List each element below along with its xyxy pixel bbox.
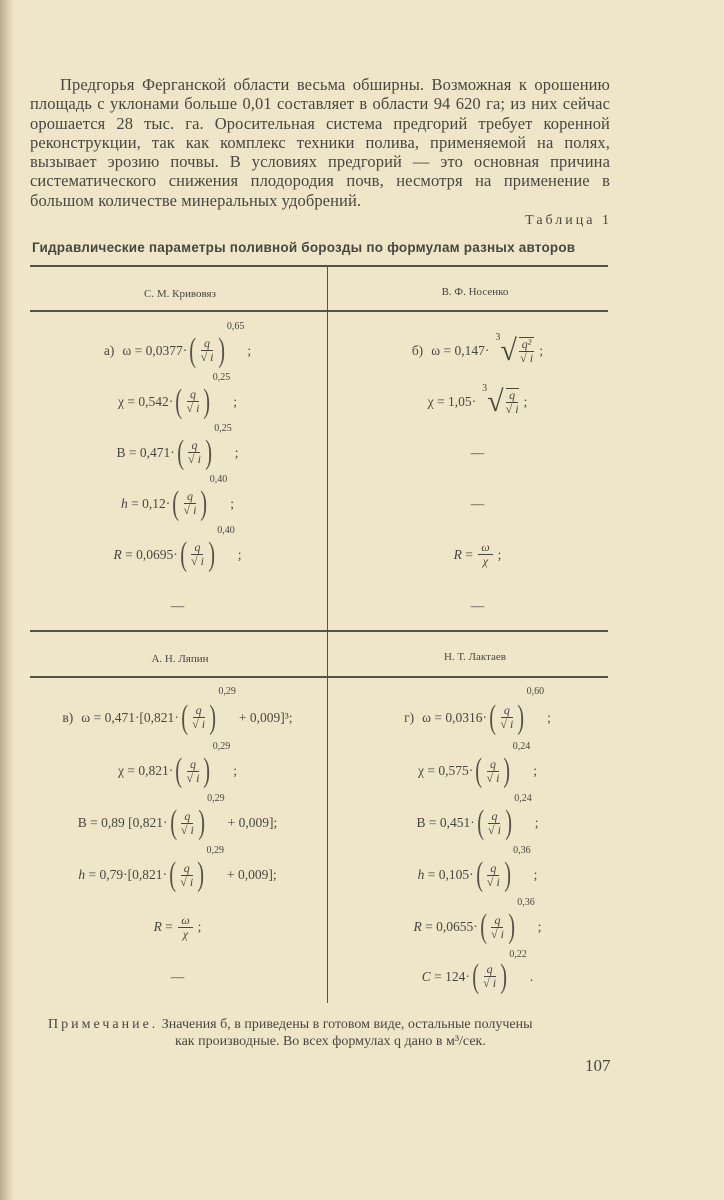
multiply-dot: · — [471, 393, 477, 409]
formula — [117, 372, 238, 427]
table-divider — [327, 312, 328, 630]
radical-sign: √ — [487, 384, 504, 418]
formula-lhs: h — [120, 495, 128, 511]
formula — [154, 901, 202, 953]
multiply-dot: · — [482, 709, 488, 725]
left-paren: ( — [179, 535, 187, 573]
formula-lhs: B — [116, 444, 126, 460]
formula-tail: + 0,009]; — [227, 867, 277, 882]
coefficient: 0,471·[0,821 — [104, 709, 175, 725]
denominator: √ i — [488, 822, 501, 837]
numerator: q — [484, 963, 496, 977]
multiply-dot: · — [168, 393, 174, 409]
exponent: 0,29 — [218, 686, 236, 697]
table-rule — [30, 265, 608, 267]
coefficient: 1,05 — [448, 393, 472, 409]
formula-tail: ; — [537, 919, 542, 934]
fraction — [487, 862, 500, 889]
denominator: √ i — [188, 452, 201, 466]
exponent: 0,24 — [514, 793, 532, 804]
left-paren: ( — [176, 433, 184, 471]
denominator: √ i — [186, 770, 200, 785]
left-paren: ( — [172, 484, 180, 522]
numerator: q² — [519, 338, 535, 352]
exponent: 0,29 — [212, 741, 231, 752]
formula — [116, 423, 239, 478]
formula-tail: ; — [230, 495, 235, 511]
formula-lhs: R — [413, 919, 422, 934]
fraction — [491, 914, 504, 941]
table-rule — [30, 630, 608, 632]
denominator: √ i — [200, 350, 214, 364]
coefficient: 0,147 — [454, 342, 485, 358]
denominator: √ i — [186, 401, 200, 415]
formula — [412, 325, 543, 376]
denominator: √ i — [191, 554, 204, 568]
equals-sign: = — [161, 919, 177, 934]
multiply-dot: · — [465, 968, 470, 984]
formula-label: г) — [404, 709, 415, 725]
right-paren: ) — [197, 856, 205, 893]
formula-tail: ; — [523, 393, 528, 409]
exponent: 0,65 — [226, 321, 245, 332]
numerator: q — [187, 758, 199, 772]
formula-tail: . — [529, 968, 534, 984]
numerator: q — [181, 810, 193, 824]
multiply-dot: · — [174, 709, 179, 725]
equals-sign: = — [86, 815, 102, 830]
table-title: Гидравлические параметры поливной борозды по формулам разных авторов — [32, 240, 576, 255]
multiply-dot: · — [468, 763, 474, 778]
right-paren: ) — [508, 908, 516, 945]
left-paren: ( — [175, 752, 183, 789]
formula-lhs: h — [78, 867, 86, 882]
coefficient: 0,79·[0,821 — [99, 867, 163, 882]
left-paren: ( — [475, 856, 483, 893]
formula-lhs: ω — [422, 709, 432, 725]
left-paren: ( — [475, 752, 483, 789]
exponent: 0,29 — [206, 845, 225, 856]
multiply-dot: · — [173, 546, 178, 562]
cube-root — [482, 382, 520, 418]
formula — [454, 529, 502, 580]
multiply-dot: · — [163, 815, 168, 830]
denominator: √ i — [180, 874, 194, 889]
empty-dash: — — [170, 968, 185, 984]
fraction — [191, 541, 204, 568]
exponent: 0,29 — [207, 793, 225, 804]
left-paren: ( — [489, 698, 497, 736]
equals-sign: = — [85, 867, 100, 882]
denominator: √ i — [486, 770, 500, 785]
table-divider — [327, 678, 328, 1003]
coefficient: 0,105 — [438, 867, 470, 882]
formula — [120, 474, 235, 529]
fraction — [187, 388, 200, 415]
table-note — [48, 1016, 618, 1050]
multiply-dot: · — [168, 763, 174, 778]
coefficient: 0,0316 — [445, 709, 483, 725]
fraction — [201, 337, 214, 364]
denominator: √ i — [180, 822, 194, 837]
numerator: q — [188, 439, 200, 453]
left-paren: ( — [472, 957, 479, 995]
left-paren: ( — [189, 331, 197, 369]
formula-lhs: χ — [117, 393, 124, 409]
right-paren: ) — [208, 535, 216, 573]
numerator: q — [501, 704, 513, 718]
fraction — [188, 439, 201, 466]
formula — [417, 741, 538, 797]
numerator: q — [193, 704, 205, 718]
exponent: 0,60 — [526, 686, 545, 697]
equals-sign: = — [123, 763, 139, 778]
table-caption: Таблица 1 — [525, 213, 612, 228]
right-paren: ) — [205, 433, 213, 471]
formula-lhs: R — [113, 546, 122, 562]
author-heading: А. Н. Ляпин — [151, 653, 209, 665]
formula — [117, 741, 238, 797]
numerator: q — [184, 490, 196, 504]
author-heading: С. М. Кривовяз — [144, 288, 216, 300]
equals-sign: = — [440, 342, 455, 358]
exponent: 0,36 — [517, 897, 535, 908]
note-line-1: Значения б, в приведены в готовом виде, остальные получены — [161, 1017, 533, 1032]
denominator: √ i — [505, 401, 519, 416]
formula-tail: ; — [547, 709, 551, 725]
formula-lhs: ω — [81, 709, 91, 725]
equals-sign: = — [123, 393, 139, 409]
fraction — [178, 914, 192, 941]
cube-root — [495, 331, 536, 367]
formula-tail: ; — [197, 919, 202, 934]
right-paren: ) — [203, 382, 211, 420]
formula — [413, 897, 542, 953]
numerator: q — [488, 810, 500, 824]
multiply-dot: · — [162, 867, 167, 882]
exponent: 0,40 — [209, 474, 228, 485]
fraction — [488, 810, 501, 837]
note-label: Примечание. — [48, 1017, 159, 1032]
formula-lhs: ω — [122, 342, 132, 358]
equals-sign: = — [424, 867, 439, 882]
radical-sign: √ — [500, 333, 517, 367]
formula-lhs: R — [153, 919, 162, 934]
denominator: χ — [482, 554, 489, 568]
coefficient: 0,0655 — [436, 919, 474, 934]
formula — [77, 793, 278, 849]
formula-tail: ; — [233, 393, 238, 409]
right-paren: ) — [517, 698, 525, 736]
multiply-dot: · — [470, 815, 475, 830]
equals-sign: = — [433, 393, 449, 409]
formula-tail: + 0,009]³; — [238, 709, 293, 725]
fraction — [519, 337, 535, 365]
fraction — [500, 704, 513, 731]
equals-sign: = — [125, 444, 140, 460]
multiply-dot: · — [484, 342, 490, 358]
empty-dash: — — [470, 597, 485, 613]
left-paren: ( — [175, 382, 183, 420]
formula-tail: ; — [233, 763, 238, 778]
formula-lhs: C — [421, 968, 431, 984]
coefficient: 0,542 — [138, 393, 169, 409]
numerator: ω — [478, 541, 492, 555]
formula-tail: ; — [533, 867, 538, 882]
denominator: √ i — [491, 926, 504, 941]
left-paren: ( — [181, 698, 188, 736]
fraction — [506, 388, 519, 416]
table-rule — [30, 676, 608, 678]
exponent: 0,36 — [513, 845, 531, 856]
fraction — [180, 862, 193, 889]
right-paren: ) — [200, 484, 208, 522]
formula — [103, 321, 252, 376]
equals-sign: = — [131, 342, 146, 358]
formula — [171, 580, 185, 631]
formula-column — [330, 686, 625, 1000]
formula-tail: ; — [234, 444, 239, 460]
formula-lhs: B — [77, 815, 87, 830]
formula — [471, 427, 485, 478]
numerator: q — [187, 388, 199, 402]
equals-sign: = — [421, 919, 437, 934]
denominator: √ i — [486, 874, 500, 889]
note-line-2: как производные. Во всех формулах q дано в м³/сек. — [175, 1034, 486, 1049]
coefficient: 0,575 — [438, 763, 469, 778]
formula-tail: ; — [539, 342, 544, 358]
formula-tail: ; — [533, 763, 538, 778]
formula-lhs: χ — [417, 763, 424, 778]
numerator: q — [491, 914, 503, 928]
formula-lhs: R — [453, 546, 462, 562]
numerator: q — [506, 389, 518, 403]
formula — [171, 953, 185, 1000]
right-paren: ) — [209, 698, 217, 736]
author-heading: В. Ф. Носенко — [441, 286, 509, 298]
exponent: 0,25 — [214, 423, 232, 434]
coefficient: 0,821 — [138, 763, 169, 778]
numerator: q — [181, 862, 193, 876]
denominator: √ i — [500, 717, 514, 731]
equals-sign: = — [430, 968, 446, 984]
denominator: √ i — [183, 503, 197, 517]
empty-dash: — — [470, 444, 485, 460]
formula-lhs: ω — [431, 342, 441, 358]
formula — [421, 949, 534, 1000]
numerator: q — [487, 758, 499, 772]
coefficient: 0,0695 — [136, 546, 174, 562]
multiply-dot: · — [182, 342, 188, 358]
formula-tail: ; — [247, 342, 252, 358]
multiply-dot: · — [473, 919, 478, 934]
formula-lhs: B — [416, 815, 426, 830]
table-divider — [327, 631, 328, 676]
fraction — [483, 963, 496, 990]
root-index: 3 — [495, 331, 501, 343]
denominator: √ i — [483, 976, 497, 990]
left-paren: ( — [169, 856, 177, 893]
equals-sign: = — [423, 763, 439, 778]
fraction — [478, 541, 492, 568]
equals-sign: = — [121, 546, 137, 562]
formula-lhs: h — [417, 867, 425, 882]
empty-dash: — — [170, 597, 185, 613]
page-number: 107 — [585, 1056, 611, 1075]
formula — [78, 845, 277, 901]
right-paren: ) — [198, 804, 205, 841]
multiply-dot: · — [165, 495, 171, 511]
formula — [471, 580, 485, 631]
root-index: 3 — [482, 382, 488, 394]
right-paren: ) — [217, 331, 225, 369]
formula — [428, 376, 528, 427]
coefficient: 0,471 — [139, 444, 171, 460]
equals-sign: = — [90, 709, 105, 725]
equals-sign: = — [431, 709, 446, 725]
left-paren: ( — [479, 908, 487, 945]
fraction — [181, 810, 194, 837]
right-paren: ) — [503, 752, 511, 789]
coefficient: 0,451 — [439, 815, 471, 830]
author-heading: Н. Т. Лактаев — [443, 651, 506, 663]
denominator: χ — [182, 926, 189, 941]
numerator: q — [201, 337, 213, 351]
table-rule — [30, 310, 608, 312]
formula-tail: ; — [497, 546, 502, 562]
formula-column — [30, 321, 325, 631]
coefficient: 124 — [445, 968, 466, 984]
equals-sign: = — [127, 495, 143, 511]
left-paren: ( — [169, 804, 177, 841]
multiply-dot: · — [170, 444, 175, 460]
formula — [416, 793, 539, 849]
equals-sign: = — [461, 546, 477, 562]
formula-tail: + 0,009]; — [227, 815, 278, 830]
multiply-dot: · — [469, 867, 474, 882]
formula — [113, 525, 242, 580]
book-binding-shadow — [0, 0, 14, 1200]
fraction — [487, 758, 500, 785]
body-paragraph: Предгорья Ферганской области весьма обширны. Возможная к орошению площадь с уклонами больше 0,01 составляет в области 94 620 га; из них сейчас орошается 28 тыс. га. Оросительная система предгорий требует коренной реконструкции, так как комплекс техники полива, применяемой на полях, вызывает эрозию почвы. В условиях предгорий — это основная причина систематического снижения плодородия почв, несмотря на применение в большом количестве минеральных удобрений. — [30, 75, 610, 210]
formula-column — [330, 325, 625, 631]
coefficient: 0,12 — [142, 495, 166, 511]
fraction — [184, 490, 197, 517]
formula-label: б) — [411, 342, 424, 358]
numerator: q — [191, 541, 203, 555]
exponent: 0,24 — [512, 741, 531, 752]
formula-lhs: χ — [427, 393, 434, 409]
denominator: √ i — [520, 350, 534, 365]
right-paren: ) — [500, 957, 508, 995]
exponent: 0,22 — [509, 949, 527, 960]
coefficient: 0,89 [0,821 — [101, 815, 164, 830]
denominator: √ i — [192, 717, 206, 731]
formula-lhs: χ — [117, 763, 124, 778]
exponent: 0,25 — [212, 372, 231, 383]
formula — [404, 686, 551, 745]
empty-dash: — — [470, 495, 485, 511]
numerator: ω — [178, 914, 192, 928]
fraction — [187, 758, 200, 785]
formula-tail: ; — [237, 546, 242, 562]
right-paren: ) — [504, 856, 511, 893]
numerator: q — [487, 862, 499, 876]
formula-label: в) — [62, 709, 74, 725]
table-divider — [327, 265, 328, 310]
fraction — [192, 704, 205, 731]
formula — [471, 478, 485, 529]
right-paren: ) — [505, 804, 513, 841]
formula — [417, 845, 538, 901]
coefficient: 0,0377 — [145, 342, 183, 358]
formula-column — [30, 686, 325, 1000]
formula-label: а) — [103, 342, 115, 358]
right-paren: ) — [203, 752, 211, 789]
formula-tail: ; — [534, 815, 539, 830]
exponent: 0,40 — [217, 525, 235, 536]
left-paren: ( — [476, 804, 484, 841]
formula — [62, 686, 293, 745]
equals-sign: = — [425, 815, 440, 830]
